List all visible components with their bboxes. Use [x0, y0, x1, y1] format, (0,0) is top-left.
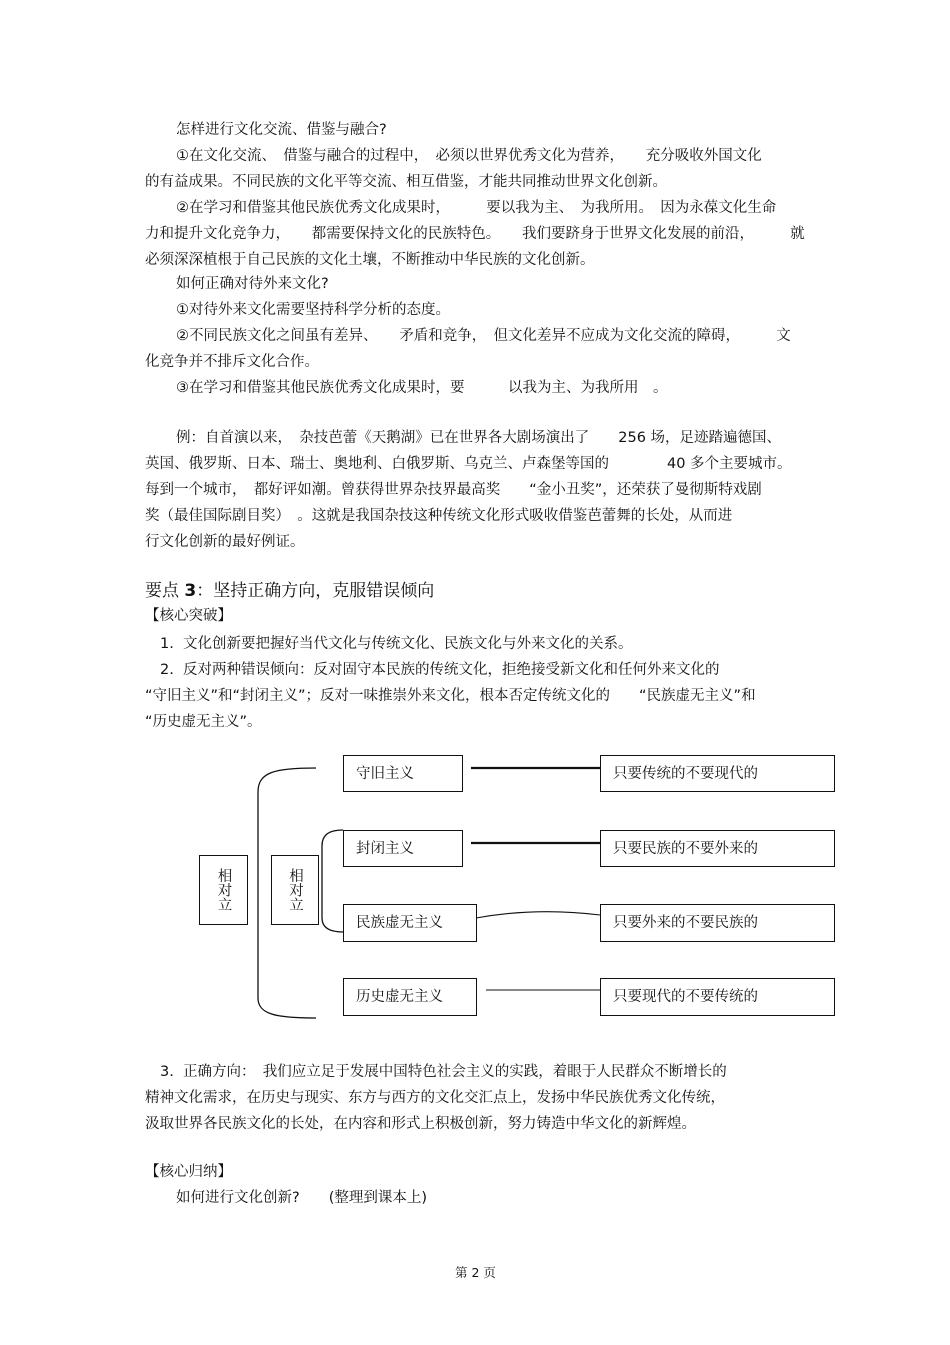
- paragraph-line: ①对待外来文化需要坚持科学分析的态度。: [176, 302, 450, 318]
- list-item: 3. 正确方向： 我们应立足于发展中国特色社会主义的实践，着眼于人民群众不断增长的: [160, 1064, 727, 1080]
- box-conservatism: 守旧主义: [343, 755, 463, 792]
- paragraph-line: 必须深深植根于自己民族的文化土壤，不断推动中华民族的文化创新。: [145, 252, 595, 268]
- example-line: 每到一个城市， 都好评如潮。曾获得世界杂技界最高奖 “金小丑奖”，还荣获了曼彻斯特戏剧: [145, 482, 762, 498]
- core-summary-label: 【核心归纳】: [145, 1164, 232, 1180]
- example-line: 例：自首演以来， 杂技芭蕾《天鹅湖》已在世界各大剧场演出了 256 场，足迹踏遍德国、: [176, 430, 782, 446]
- list-item-continuation: 汲取世界各民族文化的长处，在内容和形式上积极创新，努力铸造中华文化的新辉煌。: [145, 1116, 696, 1132]
- box-tradition-only: 只要传统的不要现代的: [600, 755, 835, 792]
- paragraph-line: ②在学习和借鉴其他民族优秀文化成果时， 要以我为主、 为我所用。 因为永葆文化生命: [176, 200, 777, 216]
- box-foreign-only: 只要外来的不要民族的: [600, 904, 835, 942]
- example-line: 英国、俄罗斯、日本、瑞士、奥地利、白俄罗斯、乌克兰、卢森堡等国的 40 多个主要城市。: [145, 456, 792, 472]
- paragraph-line: ③在学习和借鉴其他民族优秀文化成果时，要 以我为主、为我所用 。: [176, 380, 668, 396]
- inner-opposition-label: 相对立: [287, 868, 303, 912]
- question-cultural-exchange: 怎样进行文化交流、借鉴与融合?: [176, 122, 387, 138]
- outer-opposition-label: 相对立: [215, 868, 232, 912]
- paragraph-line: 力和提升文化竞争力， 都需要保持文化的民族特色。 我们要跻身于世界文化发展的前沿， 就: [145, 226, 805, 242]
- outer-opposition-box: [199, 855, 248, 925]
- list-item: 2. 反对两种错误倾向：反对固守本民族的传统文化，拒绝接受新文化和任何外来文化的: [160, 662, 720, 678]
- section-heading: 要点 3：坚持正确方向，克服错误倾向: [145, 581, 435, 601]
- example-line: 行文化创新的最好例证。: [145, 534, 305, 550]
- page-number: 第 2 页: [455, 1264, 496, 1280]
- box-national-nihilism: 民族虚无主义: [343, 904, 477, 942]
- box-modern-only: 只要现代的不要传统的: [600, 978, 835, 1016]
- paragraph-line: 的有益成果。不同民族的文化平等交流、相互借鉴，才能共同推动世界文化创新。: [145, 174, 667, 190]
- list-item-continuation: “守旧主义”和“封闭主义”；反对一味推崇外来文化，根本否定传统文化的 “民族虚无主义”和: [145, 688, 756, 704]
- paragraph-line: 化竞争并不排斥文化合作。: [145, 354, 319, 370]
- paragraph-line: ①在文化交流、 借鉴与融合的过程中， 必须以世界优秀文化为营养， 充分吸收外国文化: [176, 148, 762, 164]
- box-closed-doorism: 封闭主义: [343, 830, 463, 867]
- box-national-only: 只要民族的不要外来的: [600, 830, 835, 867]
- list-item-continuation: 精神文化需求，在历史与现实、东方与西方的文化交汇点上，发扬中华民族优秀文化传统，: [145, 1090, 725, 1106]
- list-item: 1. 文化创新要把握好当代文化与传统文化、民族文化与外来文化的关系。: [160, 636, 633, 652]
- core-summary-text: 如何进行文化创新? (整理到课本上): [176, 1190, 428, 1206]
- box-historical-nihilism: 历史虚无主义: [343, 978, 477, 1016]
- core-breakthrough-label: 【核心突破】: [145, 608, 232, 624]
- question-foreign-culture: 如何正确对待外来文化?: [176, 276, 329, 292]
- example-line: 奖（最佳国际剧目奖） 。这就是我国杂技这种传统文化形式吸收借鉴芭蕾舞的长处，从而进: [145, 508, 733, 524]
- list-item-continuation: “历史虚无主义”。: [145, 714, 262, 730]
- inner-opposition-box: [271, 855, 319, 925]
- paragraph-line: ②不同民族文化之间虽有差异、 矛盾和竞争， 但文化差异不应成为文化交流的障碍， 文: [176, 328, 791, 344]
